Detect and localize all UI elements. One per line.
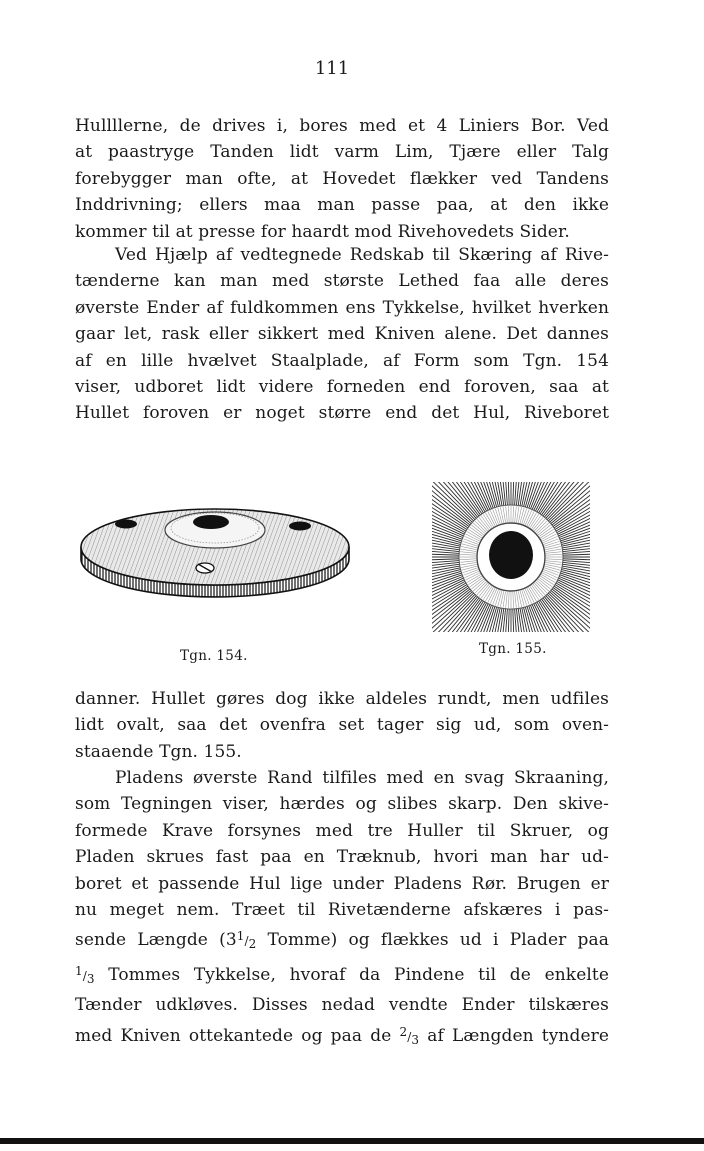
text-segment: Tomme) og flækkes ud i Plader paa [256,930,609,951]
text-line: boret et passende Hul lige under Pladens Rør. Brugen er [75,873,609,894]
text-segment: sende Længde (3 [75,930,237,951]
text-line: tænderne kan man med største Lethed faa alle deres [75,271,609,292]
text-line: gaar let, rask eller sikkert med Kniven alene. Det dannes [75,324,609,345]
fraction-denominator: 2 [248,937,257,952]
text-line: Tænder udkløves. Disses nedad vendte Ender tilskæres [75,995,609,1016]
paragraph-4 [75,765,609,1053]
fraction: 2/3 [399,1024,420,1047]
text-line: danner. Hullet gøres dog ikke aldeles rundt, men udfiles [75,689,609,709]
fraction-denominator: 3 [411,1032,420,1047]
text-line: som Tegningen viser, hærdes og slibes skarp. Den skive- [75,794,609,815]
text-line: kommer til at presse for haardt mod Rivehovedets Sider. [75,221,570,242]
paragraph-1 [75,113,609,245]
text-line: Ved Hjælp af vedtegnede Redskab til Skæring af Rive- [115,245,609,265]
text-segment: af Længden tyndere [419,1025,609,1046]
fraction: 1/2 [236,929,257,952]
paragraph-2 [75,242,609,427]
page-number: 111 [314,58,350,79]
text-line: Hullet foroven er noget større end det Hul, Riveboret [75,403,609,424]
text-line: lidt ovalt, saa det ovenfra set tager sig ud, som oven- [75,715,609,736]
text-line: formede Krave forsynes med tre Huller til Skruer, og [75,820,609,841]
text-line: øverste Ender af fuldkommen ens Tykkelse, hvilket hverken [75,297,609,318]
text-line [75,923,609,957]
figure-155-caption: Tgn. 155. [479,641,547,657]
text-line: Pladens øverste Rand tilfiles med en svag Skraaning, [115,768,609,788]
text-line: af en lille hvælvet Staalplade, af Form som Tgn. 154 [75,350,609,371]
text-line: nu meget nem. Træet til Rivetænderne afskæres i pas- [75,900,609,921]
text-line: forebygger man ofte, at Hovedet flækker ved Tandens [75,168,609,189]
fraction-numerator: 1 [236,929,245,944]
fraction-denominator: 3 [86,971,95,986]
figure-154-caption: Tgn. 154. [180,648,248,664]
text-line: Hullllerne, de drives i, bores med et 4 Liniers Bor. Ved [75,116,609,136]
text-line: at paastryge Tanden lidt varm Lim, Tjære eller Talg [75,142,609,163]
text-line: viser, udboret lidt videre forneden end foroven, saa at [75,377,609,398]
fraction: 1/3 [75,963,95,986]
page-bottom-border [0,1138,704,1144]
fraction-numerator: 1 [75,963,83,978]
text-line [75,1019,609,1053]
text-line [75,958,609,992]
paragraph-3 [75,686,609,765]
text-line: staaende Tgn. 155. [75,741,242,762]
figure-154-plate-illustration [78,492,353,602]
text-line: Pladen skrues fast paa en Træknub, hvori man har ud- [75,847,609,868]
figure-155-top-view-illustration [432,482,590,632]
text-line: Inddrivning; ellers maa man passe paa, at den ikke [75,195,609,216]
text-segment: med Kniven ottekantede og paa de [75,1025,400,1046]
text-segment: Tommes Tykkelse, hvoraf da Pindene til de enkelte [94,964,609,985]
fraction-numerator: 2 [399,1024,408,1039]
